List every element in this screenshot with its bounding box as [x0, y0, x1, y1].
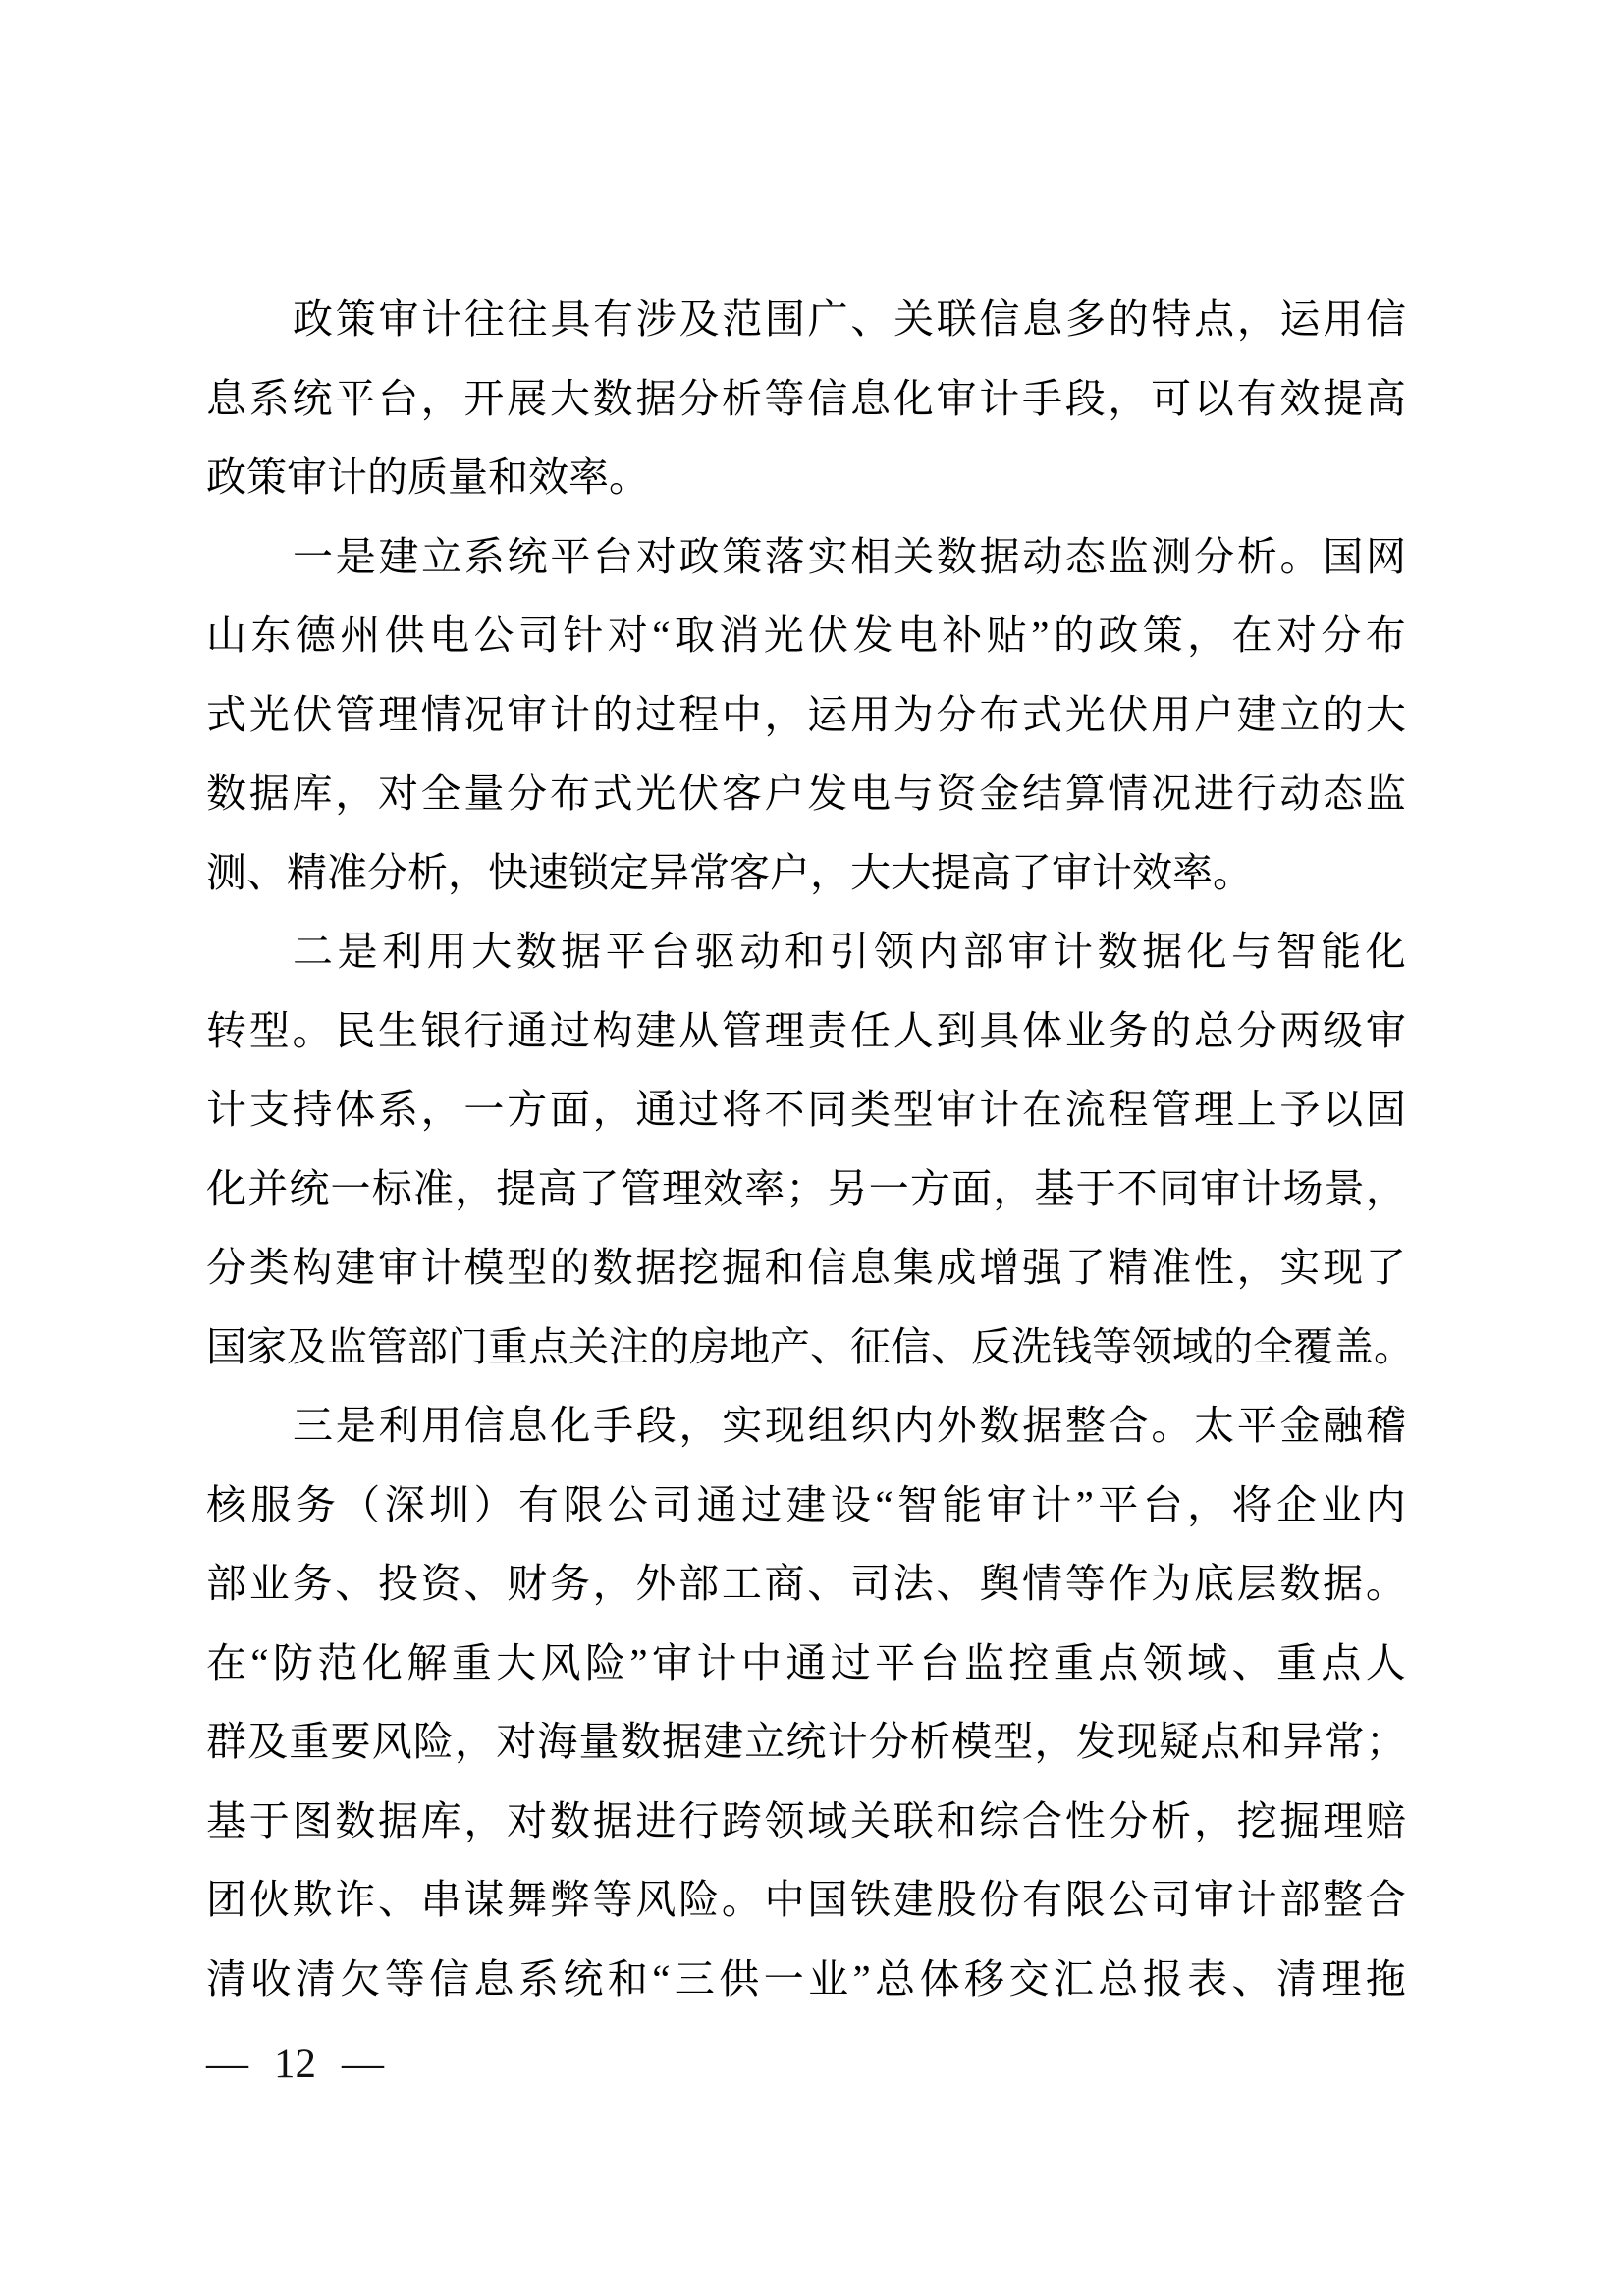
- text-line: 清 收 清 欠 等 信 息 系 统 和 “ 三 供 一 业 ” 总 体 移 交 汇 总 报 表 、 清 理 拖: [206, 1955, 1406, 2002]
- text-line: 国 家 及 监 管 部 门 重 点 关 注 的 房 地 产 、 征 信 、 反 洗 钱 等 领 域 的 全 覆 盖 。: [206, 1323, 1414, 1369]
- text-line: 政策审计的质量和效率。: [206, 454, 649, 500]
- text-line: 山 东 德 州 供 电 公 司 针 对 “ 取 消 光 伏 发 电 补 贴 ” 的 政 策 ， 在 对 分 布: [206, 613, 1406, 658]
- text-line: 计 支 持 体 系 ， 一 方 面 ， 通 过 将 不 同 类 型 审 计 在 流 程 管 理 上 予 以 固: [206, 1087, 1406, 1132]
- text-line: 数 据 库 ， 对 全 量 分 布 式 光 伏 客 户 发 电 与 资 金 结 算 情 况 进 行 动 态 监: [206, 771, 1406, 816]
- footer-dash-right: —: [342, 2041, 384, 2087]
- text-line: 团 伙 欺 诈 、 串 谋 舞 弊 等 风 险 。 中 国 铁 建 股 份 有 限 公 司 审 计 部 整 合: [206, 1877, 1406, 1922]
- page-number: 12: [274, 2041, 316, 2087]
- text-line: 部 业 务 、 投 资 、 财 务 ， 外 部 工 商 、 司 法 、 舆 情 等 作 为 底 层 数 据 。: [206, 1561, 1406, 1606]
- text-line: 一 是 建 立 系 统 平 台 对 政 策 落 实 相 关 数 据 动 态 监 测 分 析 。 国 网: [293, 533, 1406, 579]
- text-line: 基 于 图 数 据 库 ， 对 数 据 进 行 跨 领 域 关 联 和 综 合 性 分 析 ， 挖 掘 理 赔: [206, 1797, 1406, 1843]
- text-line: 政 策 审 计 往 往 具 有 涉 及 范 围 广 、 关 联 信 息 多 的 特 点 ， 运 用 信: [293, 296, 1406, 342]
- text-line: 二 是 利 用 大 数 据 平 台 驱 动 和 引 领 内 部 审 计 数 据 化 与 智 能 化: [293, 929, 1406, 974]
- text-line: 在 “ 防 范 化 解 重 大 风 险 ” 审 计 中 通 过 平 台 监 控 重 点 领 域 、 重 点 人: [206, 1639, 1406, 1685]
- footer-dash-left: —: [206, 2041, 248, 2087]
- text-line: 式 光 伏 管 理 情 况 审 计 的 过 程 中 ， 运 用 为 分 布 式 光 伏 用 户 建 立 的 大: [206, 691, 1406, 737]
- text-line: 分 类 构 建 审 计 模 型 的 数 据 挖 掘 和 信 息 集 成 增 强 了 精 准 性 ， 实 现 了: [206, 1245, 1406, 1290]
- text-line: 测、精准分析，快速锁定异常客户，大大提高了审计效率。: [206, 849, 1253, 895]
- text-line: 核 服 务 （ 深 圳 ） 有 限 公 司 通 过 建 设 “ 智 能 审 计 ” 平 台 ， 将 企 业 内: [206, 1481, 1406, 1527]
- text-line: 息 系 统 平 台 ， 开 展 大 数 据 分 析 等 信 息 化 审 计 手 段 ， 可 以 有 效 提 高: [206, 375, 1406, 421]
- document-body: [206, 280, 1414, 2018]
- text-line: 转 型 。 民 生 银 行 通 过 构 建 从 管 理 责 任 人 到 具 体 业 务 的 总 分 两 级 审: [206, 1007, 1406, 1053]
- text-line: 群 及 重 要 风 险 ， 对 海 量 数 据 建 立 统 计 分 析 模 型 ， 发 现 疑 点 和 异 常 ；: [206, 1719, 1406, 1764]
- text-line: 三 是 利 用 信 息 化 手 段 ， 实 现 组 织 内 外 数 据 整 合 。 太 平 金 融 稽: [293, 1403, 1406, 1448]
- page-footer: [206, 2025, 384, 2104]
- text-line: 化 并 统 一 标 准 ， 提 高 了 管 理 效 率 ； 另 一 方 面 ， 基 于 不 同 审 计 场 景 ，: [206, 1165, 1406, 1211]
